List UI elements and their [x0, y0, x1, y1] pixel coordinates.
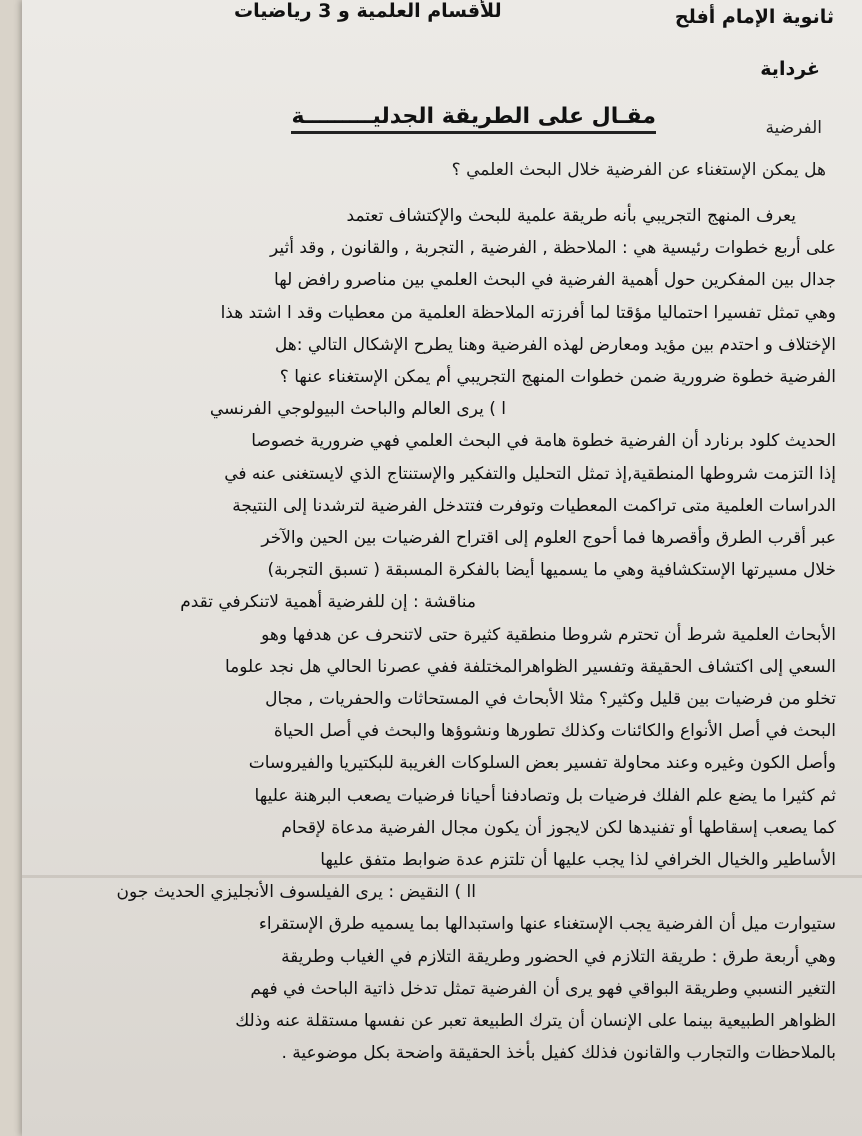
- body-line: على أربع خطوات رئيسية هي : الملاحظة , الفرضية , التجربة , والقانون , وقد أثير: [270, 238, 836, 259]
- city-name: غرداية: [760, 58, 820, 80]
- body-line: جدال بين المفكرين حول أهمية الفرضية في البحث العلمي بين مناصرو رافض لها: [274, 270, 836, 291]
- body-line: الأبحاث العلمية شرط أن تحترم شروطا منطقية كثيرة حتى لاتنحرف عن هدفها وهو: [261, 624, 836, 645]
- body-line: الإختلاف و احتدم بين مؤيد ومعارض لهذه الفرضية وهنا يطرح الإشكال التالي :هل: [274, 334, 836, 355]
- essay-body: [60, 200, 836, 1069]
- body-line: الدراسات العلمية متى تراكمت المعطيات وتوفرت فتتدخل الفرضية لترشدنا إلى النتيجة: [232, 495, 836, 516]
- body-line: كما يصعب إسقاطها أو تفنيدها لكن لايجوز أن يكون مجال الفرضية مدعاة لإقحام: [281, 817, 836, 838]
- body-line: الفرضية خطوة ضرورية ضمن خطوات المنهج التجريبي أم يمكن الإستغناء عنها ؟: [279, 367, 836, 388]
- section-heading-discussion: مناقشة : إن للفرضية أهمية لاتنكرفي تقدم: [180, 592, 476, 613]
- body-line: الحديث كلود برنارد أن الفرضية خطوة هامة في البحث العلمي فهي ضرورية خصوصا: [251, 431, 836, 452]
- class-branch: للأقسام العلمية و 3 رياضيات: [234, 0, 502, 22]
- body-line: يعرف المنهج التجريبي بأنه طريقة علمية للبحث والإكتشاف تعتمد: [346, 206, 796, 226]
- paper-fold-crease: [22, 875, 862, 878]
- subject-label: الفرضية: [765, 118, 822, 138]
- section-heading-thesis: ا ) يرى العالم والباحث البيولوجي الفرنسي: [209, 399, 506, 420]
- body-line: بالملاحظات والتجارب والقانون فذلك كفيل بأخذ الحقيقة واضحة بكل موضوعية .: [281, 1043, 836, 1064]
- body-line: إذا التزمت شروطها المنطقية,إذ تمثل التحليل والتفكير والإستنتاج الذي لايستغنى عنه في: [224, 463, 836, 484]
- body-line: ثم كثيرا ما يضع علم الفلك فرضيات بل وتصادفنا أحيانا فرضيات يصعب البرهنة عليها: [254, 785, 836, 806]
- body-line: خلال مسيرتها الإستكشافية وهي ما يسميها أيضا بالفكرة المسبقة ( تسبق التجربة): [267, 560, 836, 581]
- body-line: السعي إلى اكتشاف الحقيقة وتفسير الظواهرالمختلفة ففي عصرنا الحالي هل نجد علوما: [224, 656, 836, 677]
- body-line: وهي تمثل تفسيرا احتماليا مؤقتا لما أفرزته الملاحظة العلمية من معطيات وقد ا اشتد هذا: [220, 302, 836, 323]
- body-line: الأساطير والخيال الخرافي لذا يجب عليها أن تلتزم عدة ضوابط متفق عليها: [320, 850, 836, 871]
- body-line: الظواهر الطبيعية بينما على الإنسان أن يترك الطبيعة تعبر عن نفسها مستقلة عنه وذلك: [235, 1011, 836, 1032]
- body-line: وأصل الكون وغيره وعند محاولة تفسير بعض السلوكات الغريبة للبكتيريا والفيروسات: [248, 753, 836, 774]
- body-line: البحث في أصل الأنواع والكائنات وكذلك تطورها ونشوؤها والبحث في أصل الحياة: [273, 721, 836, 742]
- school-name: ثانوية الإمام أفلح: [674, 6, 834, 28]
- page-title: مقـال على الطريقة الجدليـــــــــة: [291, 104, 656, 134]
- section-heading-antithesis: اا ) النقيض : يرى الفيلسوف الأنجليزي الحديث جون: [116, 882, 476, 903]
- body-line: عبر أقرب الطرق وأقصرها فما أحوج العلوم إلى اقتراح الفرضيات بين الحين والآخر: [261, 528, 836, 549]
- essay-question: هل يمكن الإستغناء عن الفرضية خلال البحث العلمي ؟: [451, 160, 826, 180]
- body-line: وهي أربعة طرق : طريقة التلازم في الحضور وطريقة التلازم في الغياب وطريقة: [281, 946, 836, 967]
- body-line: التغير النسبي وطريقة البواقي فهو يرى أن الفرضية تمثل تدخل ذاتية الباحث في فهم: [250, 978, 836, 999]
- document-page: [22, 0, 862, 1136]
- body-line: تخلو من فرضيات بين قليل وكثير؟ مثلا الأبحاث في المستحاثات والحفريات , مجال: [265, 689, 836, 710]
- body-line: ستيوارت ميل أن الفرضية يجب الإستغناء عنها واستبدالها بما يسميه طرق الإستقراء: [258, 914, 836, 935]
